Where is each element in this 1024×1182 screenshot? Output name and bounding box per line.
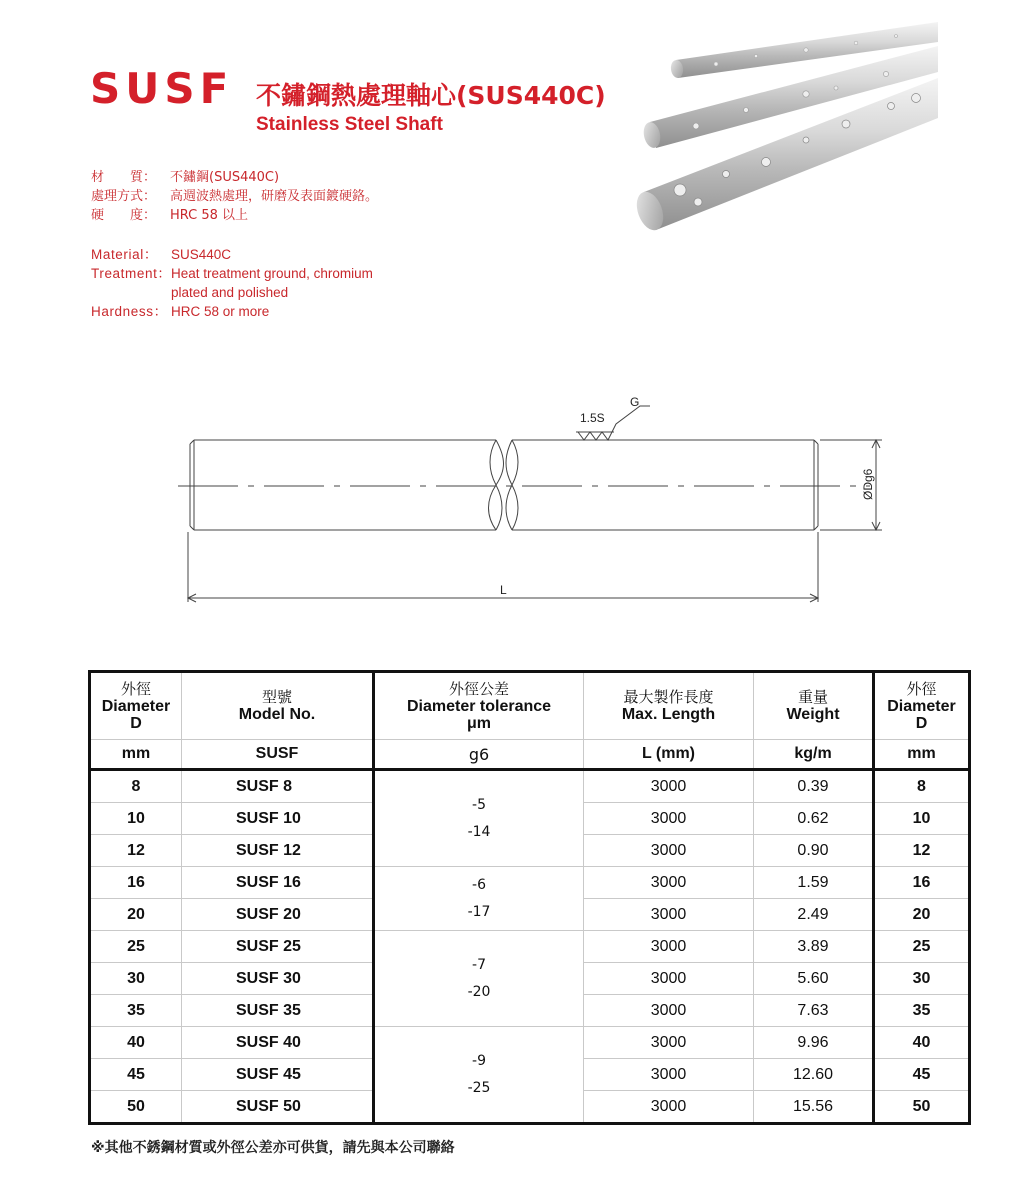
cell-tolerance xyxy=(374,1027,584,1124)
unit-model: SUSF xyxy=(182,740,374,770)
cell-max-length: 3000 xyxy=(584,963,754,995)
spec-value: 高週波熱處理，研磨及表面鍍硬鉻。 xyxy=(170,189,379,204)
cell-model: SUSF 8 xyxy=(182,770,374,803)
header-zh: 重量 xyxy=(797,688,828,706)
spec-value: Heat treatment ground, chromium xyxy=(171,266,373,281)
header-symbol: D xyxy=(130,714,142,732)
tolerance-upper: -5 xyxy=(472,796,486,813)
unit-diameter2: mm xyxy=(907,745,936,762)
cell-max-length: 3000 xyxy=(584,770,754,803)
table-unit-row xyxy=(90,740,970,770)
header-en: Weight xyxy=(786,706,840,723)
spec-table xyxy=(88,670,971,1125)
table-header-row xyxy=(90,672,970,740)
cell-weight: 0.90 xyxy=(754,835,874,867)
spec-label xyxy=(91,283,171,302)
footnote: ※其他不銹鋼材質或外徑公差亦可供貨，請先與本公司聯絡 xyxy=(91,1140,455,1156)
cell-diameter2: 10 xyxy=(874,803,970,835)
cell-model: SUSF 10 xyxy=(182,803,374,835)
cell-max-length: 3000 xyxy=(584,1027,754,1059)
unit-tolerance: g6 xyxy=(374,740,584,770)
cell-max-length: 3000 xyxy=(584,931,754,963)
spec-material-zh xyxy=(91,168,378,187)
cell-model: SUSF 16 xyxy=(182,867,374,899)
cell-diameter2: 40 xyxy=(874,1027,970,1059)
cell-diameter2: 8 xyxy=(917,777,926,795)
diameter-label: ØDg6 xyxy=(861,468,875,500)
cell-max-length: 3000 xyxy=(584,1091,754,1124)
cell-diameter2: 25 xyxy=(874,931,970,963)
shaft-right-outline xyxy=(512,440,818,530)
cell-diameter: 35 xyxy=(90,995,182,1027)
spec-value: SUS440C xyxy=(171,247,232,262)
cell-diameter: 45 xyxy=(90,1059,182,1091)
cell-tolerance xyxy=(374,931,584,1027)
cell-weight: 5.60 xyxy=(754,963,874,995)
shaft-product-photo xyxy=(636,14,938,240)
cell-tolerance xyxy=(374,867,584,931)
cell-diameter: 16 xyxy=(90,867,182,899)
cell-weight: 0.62 xyxy=(754,803,874,835)
cell-weight: 9.96 xyxy=(754,1027,874,1059)
spec-label: Material： xyxy=(91,247,158,262)
cell-max-length: 3000 xyxy=(584,995,754,1027)
cell-weight: 1.59 xyxy=(754,867,874,899)
cell-weight: 7.63 xyxy=(754,995,874,1027)
header-zh: 外徑 xyxy=(120,679,151,698)
spec-material-en xyxy=(91,245,373,264)
cell-diameter2: 12 xyxy=(874,835,970,867)
cell-model: SUSF 12 xyxy=(182,835,374,867)
cell-weight: 3.89 xyxy=(754,931,874,963)
title-chinese: 不鏽鋼熱處理軸心(SUS440C) xyxy=(256,81,606,110)
header-zh: 最大製作長度 xyxy=(623,688,714,706)
brand-code: SUSF xyxy=(90,64,234,113)
header-zh: 外徑 xyxy=(906,679,937,698)
spec-label: 處理方式： xyxy=(91,189,157,204)
cell-model: SUSF 45 xyxy=(182,1059,374,1091)
col-length-header xyxy=(584,672,754,740)
spec-label: 材 質： xyxy=(91,170,157,185)
table-row xyxy=(90,770,970,803)
col-weight-header xyxy=(754,672,874,740)
header-en: Max. Length xyxy=(621,706,716,723)
spec-hardness-zh xyxy=(91,206,378,225)
header-en: Diameter xyxy=(101,697,171,715)
cell-max-length: 3000 xyxy=(584,803,754,835)
cell-weight: 2.49 xyxy=(754,899,874,931)
cell-diameter: 10 xyxy=(90,803,182,835)
header-zh: 外徑公差 xyxy=(448,679,509,698)
spec-label: Hardness： xyxy=(91,304,168,319)
cell-diameter2: 16 xyxy=(874,867,970,899)
header-en: Model No. xyxy=(238,706,316,723)
table-body xyxy=(90,770,970,1124)
tolerance-upper: -6 xyxy=(472,876,486,893)
spec-value: HRC 58 以上 xyxy=(170,208,249,223)
table-row xyxy=(90,931,970,963)
cell-max-length: 3000 xyxy=(584,1059,754,1091)
specs-chinese xyxy=(91,168,378,225)
cell-diameter2: 35 xyxy=(874,995,970,1027)
cell-weight: 0.39 xyxy=(754,770,874,803)
tolerance-upper: -7 xyxy=(472,956,486,973)
cell-tolerance xyxy=(374,770,584,867)
title-english: Stainless Steel Shaft xyxy=(256,114,443,135)
header-en: Diameter tolerance xyxy=(406,697,552,715)
specs-english xyxy=(91,245,373,321)
spec-value: HRC 58 or more xyxy=(171,304,270,319)
length-label: L xyxy=(500,583,507,597)
cell-diameter: 20 xyxy=(90,899,182,931)
col-diameter2-header xyxy=(874,672,970,740)
cell-diameter: 25 xyxy=(90,931,182,963)
cell-weight: 15.56 xyxy=(754,1091,874,1124)
cell-diameter: 30 xyxy=(90,963,182,995)
cell-diameter2: 50 xyxy=(874,1091,970,1124)
tolerance-upper: -9 xyxy=(472,1052,486,1069)
surface-grind-label: G xyxy=(630,395,640,409)
cell-diameter: 8 xyxy=(131,777,141,795)
cell-max-length: 3000 xyxy=(584,899,754,931)
header-unit-symbol: μm xyxy=(466,714,491,732)
header-zh: 型號 xyxy=(261,688,292,706)
cell-max-length: 3000 xyxy=(584,835,754,867)
spec-value: 不鏽鋼(SUS440C) xyxy=(170,170,280,185)
cell-diameter: 12 xyxy=(90,835,182,867)
spec-label: 硬 度： xyxy=(91,208,157,223)
unit-diameter: mm xyxy=(121,745,151,762)
shaft-left-outline xyxy=(190,440,496,530)
cell-weight: 12.60 xyxy=(754,1059,874,1091)
cell-diameter2: 30 xyxy=(874,963,970,995)
spec-label: Treatment： xyxy=(91,266,172,281)
spec-table-wrapper xyxy=(88,670,968,1130)
spec-value: plated and polished xyxy=(171,285,289,300)
col-tolerance-header xyxy=(374,672,584,740)
cell-model: SUSF 50 xyxy=(182,1091,374,1124)
surface-roughness-label: 1.5S xyxy=(580,411,605,425)
cell-model: SUSF 40 xyxy=(182,1027,374,1059)
cell-diameter2: 20 xyxy=(874,899,970,931)
tolerance-lower: -14 xyxy=(467,823,491,840)
col-diameter-header xyxy=(90,672,182,740)
tolerance-lower: -17 xyxy=(467,903,491,920)
table-row xyxy=(90,867,970,899)
table-row xyxy=(90,1027,970,1059)
header-en: Diameter xyxy=(887,697,956,715)
col-model-header xyxy=(182,672,374,740)
cell-diameter2: 45 xyxy=(874,1059,970,1091)
spec-hardness-en xyxy=(91,302,373,321)
cell-model: SUSF 30 xyxy=(182,963,374,995)
cell-model: SUSF 20 xyxy=(182,899,374,931)
cell-model: SUSF 25 xyxy=(182,931,374,963)
spec-treatment-en-cont xyxy=(91,283,373,302)
spec-treatment-en xyxy=(91,264,373,283)
header-symbol: D xyxy=(915,714,928,732)
cell-max-length: 3000 xyxy=(584,867,754,899)
tolerance-lower: -25 xyxy=(467,1079,491,1096)
cell-diameter: 50 xyxy=(90,1091,182,1124)
unit-length: L (mm) xyxy=(584,740,754,770)
spec-treatment-zh xyxy=(91,187,378,206)
cell-model: SUSF 35 xyxy=(182,995,374,1027)
cell-diameter: 40 xyxy=(90,1027,182,1059)
tolerance-lower: -20 xyxy=(467,983,491,1000)
unit-weight: kg/m xyxy=(754,740,874,770)
shaft-technical-drawing xyxy=(170,388,890,610)
